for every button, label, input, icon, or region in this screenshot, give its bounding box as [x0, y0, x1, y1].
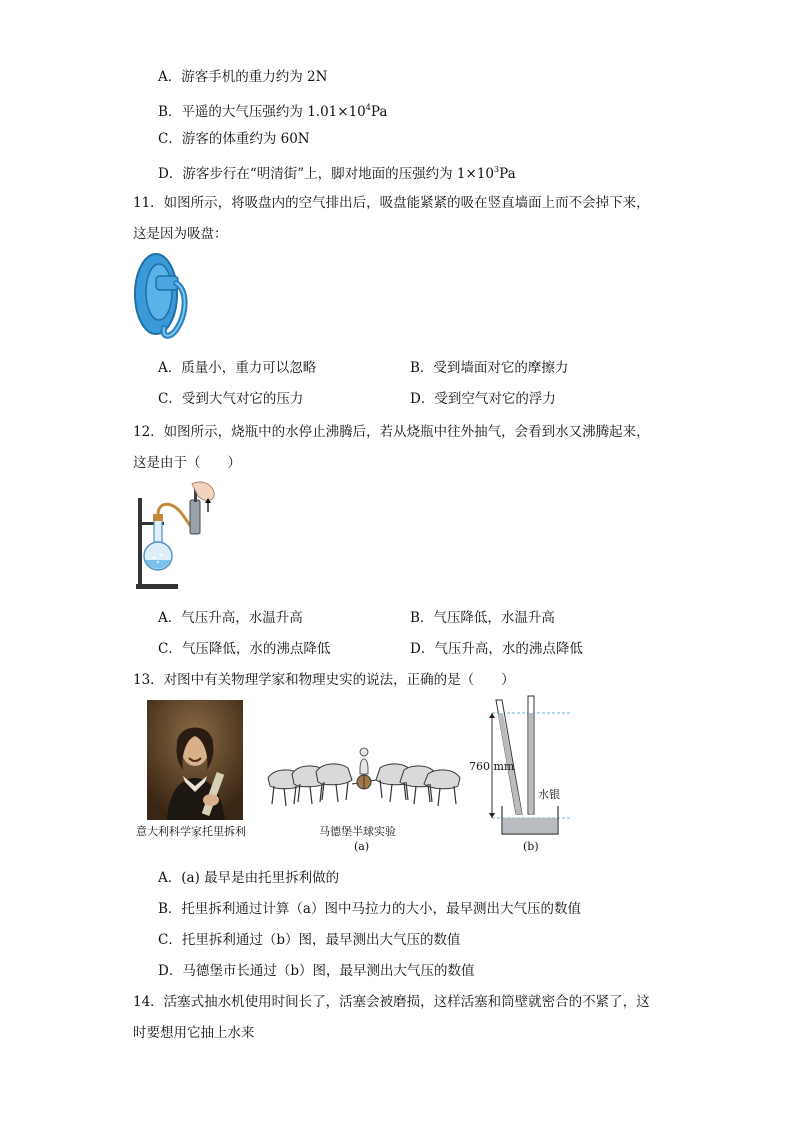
- q14-stem-line1: 14．活塞式抽水机使用时间长了，活塞会被磨损，这样活塞和筒壁就密合的不紧了，这: [133, 994, 650, 1010]
- flask-pump-illustration: [132, 484, 224, 594]
- q13-option-b: B．托里拆利通过计算（a）图中马拉力的大小，最早测出大气压的数值: [158, 901, 581, 917]
- q11-stem-line1: 11．如图所示，将吸盘内的空气排出后，吸盘能紧紧的吸在竖直墙面上而不会掉下来，: [133, 195, 650, 211]
- q12-option-c: C．气压降低，水的沸点降低: [158, 641, 331, 657]
- q10-option-b-text: B．平遥的大气压强约为 1.01×10: [158, 104, 366, 120]
- q10-option-b: [158, 98, 387, 122]
- q10-option-b-unit: Pa: [370, 104, 388, 120]
- q10-option-d-exponent: 3: [494, 165, 500, 174]
- q11-option-d: D．受到空气对它的浮力: [410, 391, 556, 407]
- torricelli-portrait-image: [147, 700, 243, 820]
- q12-option-a: A．气压升高，水温升高: [158, 610, 303, 626]
- q13-option-c: C．托里拆利通过（b）图，最早测出大气压的数值: [158, 932, 461, 948]
- q14-stem-line2: 时要想用它抽上水来: [133, 1025, 255, 1041]
- q12-stem-line2: 这是由于（ ）: [133, 455, 241, 471]
- label-760mm: 760 mm: [469, 760, 515, 773]
- q10-option-d-unit: Pa: [499, 166, 516, 182]
- q12-stem-line1: 12．如图所示，烧瓶中的水停止沸腾后，若从烧瓶中往外抽气，会看到水又沸腾起来，: [133, 424, 650, 440]
- q10-option-d: [158, 160, 516, 184]
- q13-option-d: D．马德堡市长通过（b）图，最早测出大气压的数值: [158, 963, 475, 979]
- caption-b: (b): [523, 840, 539, 853]
- q12-option-b: B．气压降低，水温升高: [410, 610, 555, 626]
- q11-option-c: C．受到大气对它的压力: [158, 391, 304, 407]
- q10-option-c: C．游客的体重约为 60N: [158, 131, 310, 147]
- q10-option-d-text: D．游客步行在“明清街”上，脚对地面的压强约为 1×10: [158, 166, 494, 182]
- q11-stem-line2: 这是因为吸盘：: [133, 226, 228, 242]
- q11-option-a: A．质量小，重力可以忽略: [158, 360, 317, 376]
- q11-option-b: B．受到墙面对它的摩擦力: [410, 360, 569, 376]
- caption-a: (a): [354, 840, 370, 853]
- q13-option-a: A．(a) 最早是由托里拆利做的: [158, 870, 340, 886]
- q13-stem: 13．对图中有关物理学家和物理史实的说法，正确的是（ ）: [133, 672, 515, 688]
- label-mercury: 水银: [538, 788, 560, 801]
- caption-magdeburg: 马德堡半球实验: [319, 825, 396, 838]
- q10-option-a: A．游客手机的重力约为 2N: [158, 69, 328, 85]
- magdeburg-hemispheres-illustration: [264, 738, 464, 822]
- q10-option-b-exponent: 4: [365, 103, 371, 112]
- q12-option-d: D．气压升高，水的沸点降低: [410, 641, 583, 657]
- caption-torricelli: 意大利科学家托里拆利: [136, 825, 246, 838]
- suction-cup-hook-illustration: [132, 252, 190, 344]
